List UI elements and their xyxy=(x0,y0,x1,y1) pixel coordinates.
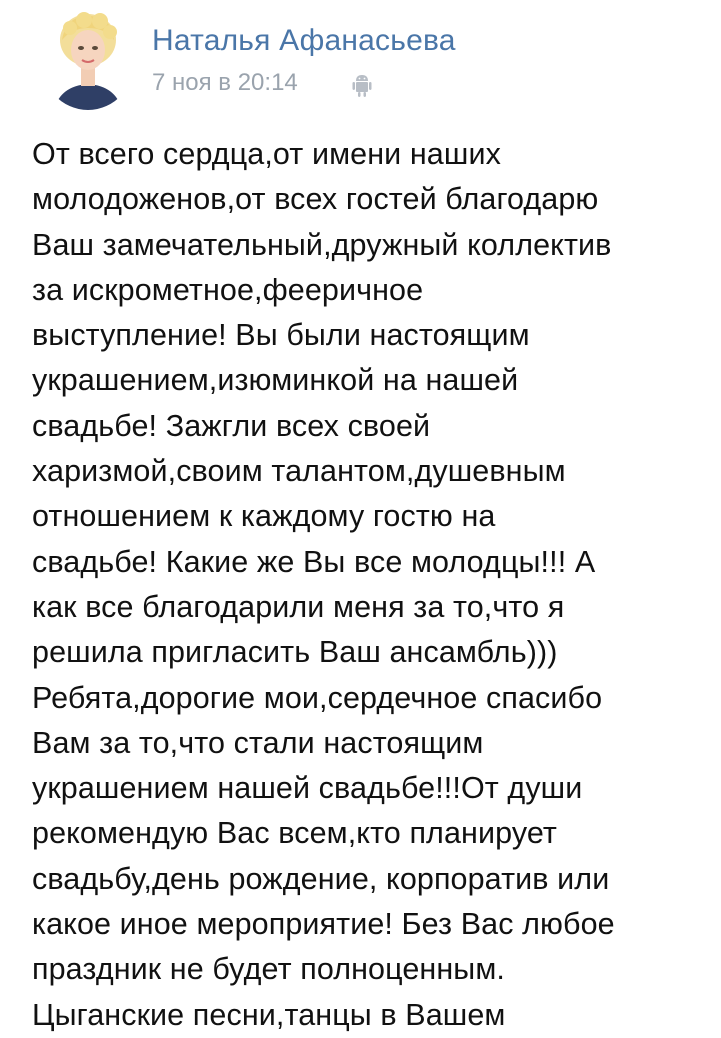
author-name[interactable]: Наталья Афанасьева xyxy=(152,24,456,57)
android-icon xyxy=(352,72,372,98)
post-text: От всего сердца,от имени наших молодоженов,от всех гостей благодарю Ваш замечательный,дружный коллектив за искрометное,фееричное выступление! Вы были настоящим украшением,изюминкой на нашей свадьбе! Зажгли всех своей харизмой,своим талантом,душевным отношением к каждому гостю на свадьбе! Какие же Вы все молодцы!!! А как все благодарили меня за то,что я решила пригласить Ваш ансамбль))) Ребята,дорогие мои,сердечное спасибо Вам за то,что стали настоящим украшением нашей свадьбе!!!От души рекомендую Вас всем,кто планирует свадьбу,день рождение, корпоратив или какое иное мероприятие! Без Вас любое праздник не будет полноценным. Цыганские песни,танцы в Вашем xyxy=(32,137,615,1032)
post-time[interactable]: 7 ноя в 20:14 xyxy=(152,69,298,96)
avatar-illustration xyxy=(40,6,136,110)
avatar[interactable] xyxy=(40,6,136,110)
post-header xyxy=(0,0,721,120)
